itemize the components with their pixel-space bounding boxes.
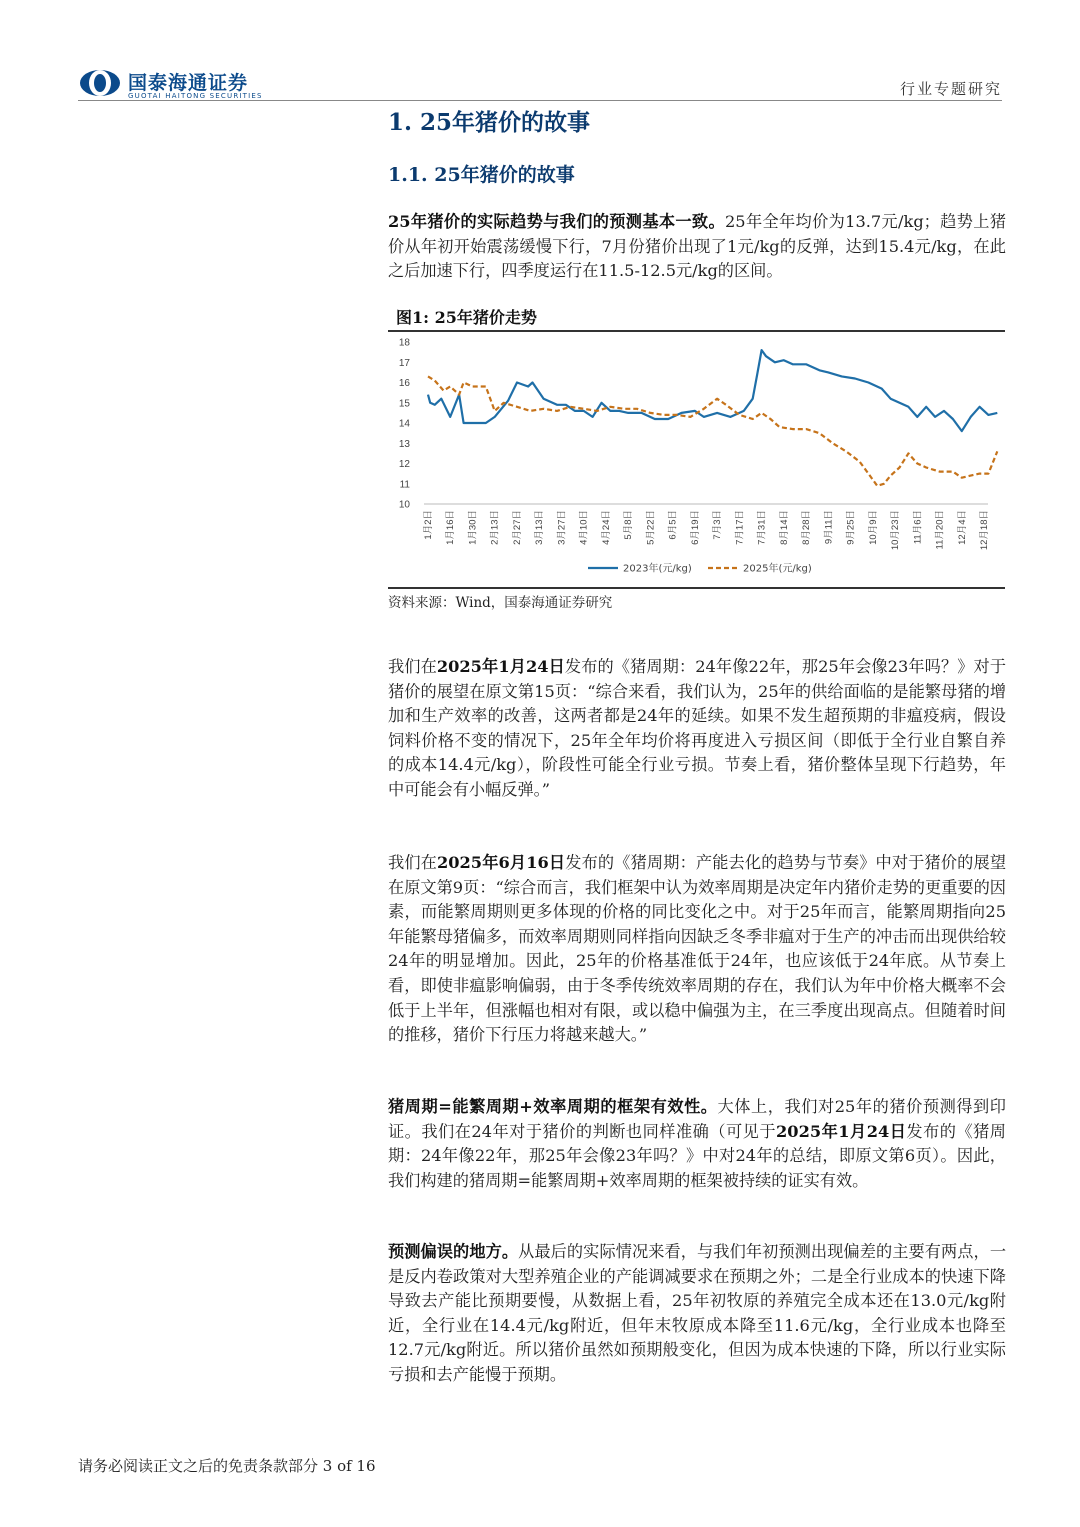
- x-tick-label: 1月30日: [467, 510, 479, 545]
- x-tick-label: 4月10日: [578, 510, 590, 545]
- para1-pre: 我们在: [388, 657, 437, 676]
- logo-text-cn: 国泰海通证券: [128, 72, 249, 94]
- para1-date: 2025年1月24日: [436, 657, 565, 676]
- x-tick-label: 11月20日: [934, 510, 946, 550]
- x-tick-label: 1月16日: [445, 510, 457, 545]
- para3-date: 2025年1月24日: [776, 1121, 907, 1141]
- x-tick-label: 10月9日: [867, 510, 879, 545]
- intro-text: 25年全年均价为13.7元/kg；趋势上猪价从年初开始震荡缓慢下行，7月份猪价出现了1元/kg的反弹，达到15.4元/kg，在此之后加速下行，四季度运行在11.5-12.5元/kg的区间。: [388, 212, 1007, 281]
- x-tick-label: 7月3日: [712, 510, 724, 540]
- paragraph-2: [388, 851, 1006, 1048]
- y-tick-label: 17: [398, 357, 410, 369]
- report-category: 行业专题研究: [899, 80, 1002, 98]
- x-tick-label: 5月8日: [623, 510, 635, 540]
- para2-text: 发布的《猪周期：产能去化的趋势与节奏》中对于猪价的展望在原文第9页：“综合而言，我们框架中认为效率周期是决定年内猪价走势的更重要的因素，而能繁周期则更多体现的价格的同比变化之中。对于25年而言，能繁周期指向25年能繁母猪偏多，而效率周期则同样指向因缺乏冬季非瘟对于生产的冲击而出现供给较24年的明显增加。因此，25年的价格基准低于24年，也应该低于24年底。从节奏上看，即使非瘟影响偏弱，由于冬季传统效率周期的存在，我们认为年中价格大概率不会低于上半年，但涨幅也相对有限，或以稳中偏强为主，在三季度出现高点。但随着时间的推移，猪价下行压力将越来越大。”: [388, 853, 1007, 1045]
- para3-lead: 猪周期=能繁周期+效率周期的框架有效性。: [388, 1097, 718, 1116]
- legend-label: 2023年(元/kg): [623, 563, 692, 575]
- x-tick-label: 9月11日: [823, 510, 835, 545]
- y-tick-label: 10: [398, 499, 410, 511]
- x-tick-label: 7月31日: [756, 510, 768, 545]
- x-tick-label: 7月17日: [734, 510, 746, 545]
- figure-source: 资料来源：Wind，国泰海通证券研究: [388, 595, 613, 611]
- para4-lead: 预测偏误的地方。: [388, 1242, 519, 1261]
- x-tick-label: 8月28日: [801, 510, 813, 545]
- x-tick-label: 6月5日: [667, 510, 679, 540]
- intro-paragraph: [388, 210, 1006, 284]
- x-tick-label: 11月6日: [912, 510, 924, 545]
- y-tick-label: 11: [399, 479, 410, 491]
- y-tick-label: 12: [398, 459, 410, 470]
- header-divider: [78, 100, 1002, 101]
- para2-date: 2025年6月16日: [437, 853, 566, 872]
- x-tick-label: 9月25日: [845, 510, 857, 545]
- paragraph-1: [388, 655, 1006, 803]
- y-tick-label: 18: [398, 337, 410, 349]
- y-tick-label: 14: [398, 418, 410, 430]
- para1-text: 发布的《猪周期：24年像22年，那25年会像23年吗？》对于猪价的展望在原文第15页：“综合来看，我们认为，25年的供给面临的是能繁母猪的增加和生产效率的改善，这两者都是24年的延续。如果不发生超预期的非瘟疫病，假设饲料价格不变的情况下，25年全年均价将再度进入亏损区间（即低于全行业自繁自养的成本14.4元/kg），阶段性可能全行业亏损。节奏上看，猪价整体呈现下行趋势，年中可能会有小幅反弹。”: [388, 657, 1007, 799]
- price-trend-chart: [388, 334, 1005, 584]
- para4-text: 从最后的实际情况来看，与我们年初预测出现偏差的主要有两点，一是反内卷政策对大型养殖企业的产能调减要求在预期之外；二是全行业成本的快速下降导致去产能比预期要慢，从数据上看，25年初牧原的养殖完全成本还在13.0元/kg附近，全行业在14.4元/kg附近，但年末牧原成本降至11.6元/kg，全行业成本也降至12.7元/kg附近。所以猪价虽然如预期般变化，但因为成本快速的下降，所以行业实际亏损和去产能慢于预期。: [388, 1242, 1007, 1384]
- y-tick-label: 16: [398, 378, 410, 389]
- para3-text-a: 大体上，我们对25年的猪价预测得到印证。我们在24年对于猪价的判断也同样准确（可见于: [388, 1097, 1006, 1141]
- figure-bottom-rule: [388, 587, 1005, 589]
- company-logo: [78, 68, 298, 104]
- logo-text-en: GUOTAI HAITONG SECURITIES: [128, 92, 263, 100]
- para2-pre: 我们在: [388, 853, 437, 872]
- series-line-0: [428, 350, 997, 431]
- y-tick-label: 15: [398, 398, 410, 410]
- page-header: [0, 0, 1080, 110]
- intro-lead: 25年猪价的实际趋势与我们的预测基本一致。: [388, 212, 725, 231]
- section-heading: 1. 25年猪价的故事: [388, 109, 591, 136]
- page-footer: 请务必阅读正文之后的免责条款部分 3 of 16: [78, 1457, 376, 1475]
- series-line-1: [428, 376, 997, 485]
- x-tick-label: 3月13日: [534, 510, 546, 545]
- y-tick-label: 13: [398, 438, 410, 450]
- paragraph-3: [388, 1095, 1006, 1193]
- subsection-heading: 1.1. 25年猪价的故事: [388, 164, 575, 186]
- x-tick-label: 2月13日: [489, 510, 501, 545]
- x-tick-label: 12月4日: [956, 510, 968, 545]
- x-tick-label: 10月23日: [890, 510, 902, 551]
- legend-label: 2025年(元/kg): [743, 563, 812, 575]
- figure-top-rule: [388, 330, 1005, 332]
- figure-title: 图1: 25年猪价走势: [396, 308, 537, 327]
- x-tick-label: 8月14日: [778, 510, 790, 545]
- x-tick-label: 12月18日: [979, 510, 990, 551]
- para3-text-b: 发布的《猪周期：24年像22年，那25年会像23年吗？》中对24年的总结，即原文第6页）。因此，我们构建的猪周期=能繁周期+效率周期的框架被持续的证实有效。: [388, 1121, 1006, 1190]
- x-tick-label: 4月24日: [600, 510, 612, 545]
- x-tick-label: 2月27日: [511, 510, 523, 545]
- x-tick-label: 6月19日: [689, 510, 701, 545]
- x-tick-label: 5月22日: [645, 510, 657, 545]
- x-tick-label: 1月2日: [423, 510, 434, 540]
- paragraph-4: [388, 1240, 1006, 1388]
- x-tick-label: 3月27日: [556, 510, 568, 545]
- logo-mark-icon: [78, 68, 122, 98]
